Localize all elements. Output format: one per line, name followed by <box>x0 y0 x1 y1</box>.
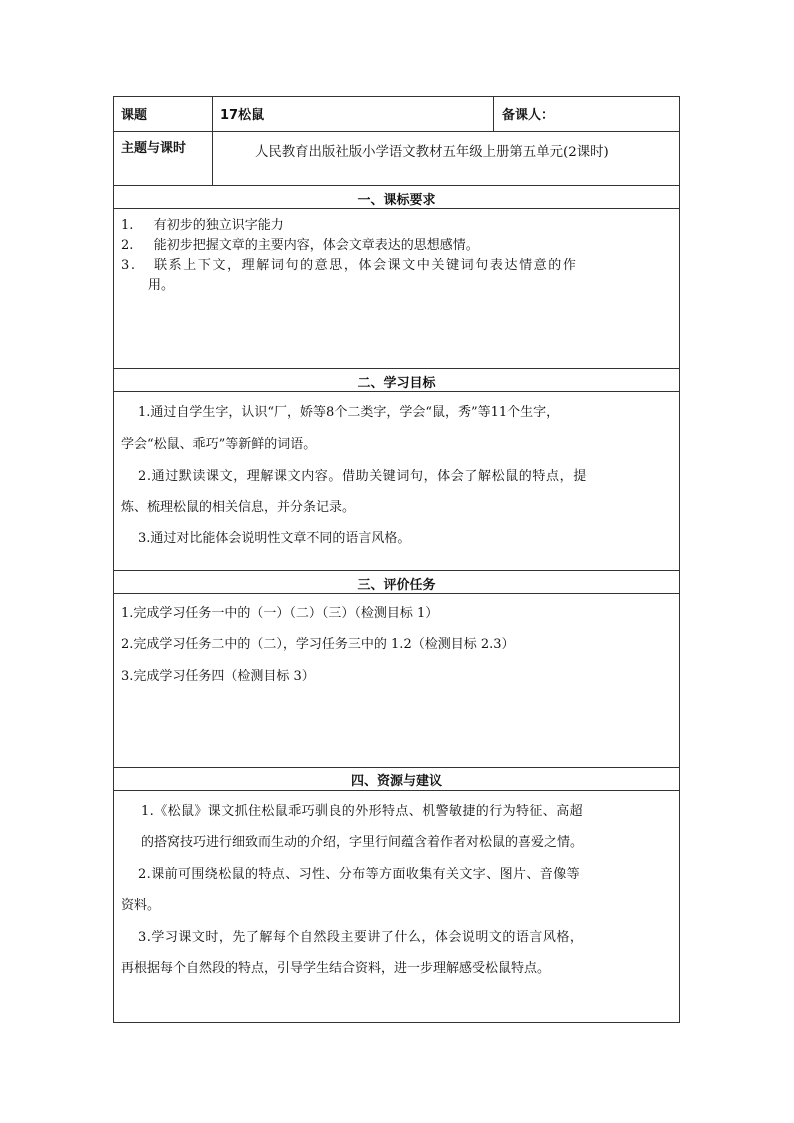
objective-line: 3.通过对比能体会说明性文章不同的语言风格。 <box>138 531 411 546</box>
resources-line: 的搭窝技巧进行细致而生动的介绍，字里行间蕴含着作者对松鼠的喜爱之情。 <box>141 835 584 850</box>
item-text: 联系上下文，理解词句的意思，体会课文中关键词句表达情意的作 <box>154 258 578 273</box>
row-divider <box>114 131 679 132</box>
resources-line: 1.《松鼠》课文抓住松鼠乖巧驯良的外形特点、机警敏捷的行为特征、高超 <box>141 804 584 819</box>
resources-line: 资料。 <box>121 898 161 913</box>
row-divider <box>114 391 679 392</box>
resources-line: 3.学习课文时，先了解每个自然段主要讲了什么，体会说明文的语言风格， <box>138 930 584 945</box>
lesson-plan-table <box>113 96 680 1023</box>
item-number: 1. <box>121 218 134 233</box>
standards-item <box>121 254 577 273</box>
column-divider <box>212 97 213 185</box>
row-divider <box>114 570 679 571</box>
item-text: 有初步的独立识字能力 <box>153 218 284 233</box>
section-title-objectives: 二、学习目标 <box>357 376 436 391</box>
topic-value: 17松鼠 <box>220 108 265 123</box>
row-divider <box>114 767 679 768</box>
standards-item <box>121 234 479 253</box>
row-divider <box>114 208 679 209</box>
standards-item-continuation: 用。 <box>148 278 175 293</box>
assessment-line: 1.完成学习任务一中的（一）（二）（三）（检测目标 1） <box>121 606 439 621</box>
row-divider <box>114 593 679 594</box>
preparer-label: 备课人： <box>502 108 555 123</box>
assessment-line: 3.完成学习任务四（检测目标 3） <box>121 669 315 684</box>
objective-line: 炼、梳理松鼠的相关信息，并分条记录。 <box>121 500 356 515</box>
theme-value: 人民教育出版社版小学语文教材五年级上册第五单元(2课时) <box>255 145 609 160</box>
section-title-standards: 一、课标要求 <box>357 193 436 208</box>
theme-label: 主题与课时 <box>121 141 187 156</box>
section-title-assessment: 三、评价任务 <box>357 578 436 593</box>
resources-line: 再根据每个自然段的特点，引导学生结合资料，进一步理解感受松鼠特点。 <box>121 961 551 976</box>
row-divider <box>114 368 679 369</box>
column-divider <box>493 97 494 131</box>
assessment-line: 2.完成学习任务二中的（二），学习任务三中的 1.2（检测目标 2.3） <box>121 637 515 652</box>
objective-line: 2.通过默读课文，理解课文内容。借助关键词句，体会了解松鼠的特点，提 <box>138 469 587 484</box>
objective-line: 学会“松鼠、乖巧”等新鲜的词语。 <box>121 437 317 452</box>
section-title-resources: 四、资源与建议 <box>350 774 442 789</box>
row-divider <box>114 185 679 186</box>
item-number: 2. <box>121 238 134 253</box>
objective-line: 1.通过自学生字，认识“厂，娇等8个二类字，学会“鼠，秀”等11个生字， <box>138 405 560 420</box>
item-text: 能初步把握文章的主要内容，体会文章表达的思想感情。 <box>153 238 479 253</box>
resources-line: 2.课前可围绕松鼠的特点、习性、分布等方面收集有关文字、图片、音像等 <box>138 867 581 882</box>
standards-item <box>121 214 284 233</box>
topic-label: 课题 <box>121 108 148 123</box>
row-divider <box>114 790 679 791</box>
item-number: 3. <box>121 258 137 273</box>
